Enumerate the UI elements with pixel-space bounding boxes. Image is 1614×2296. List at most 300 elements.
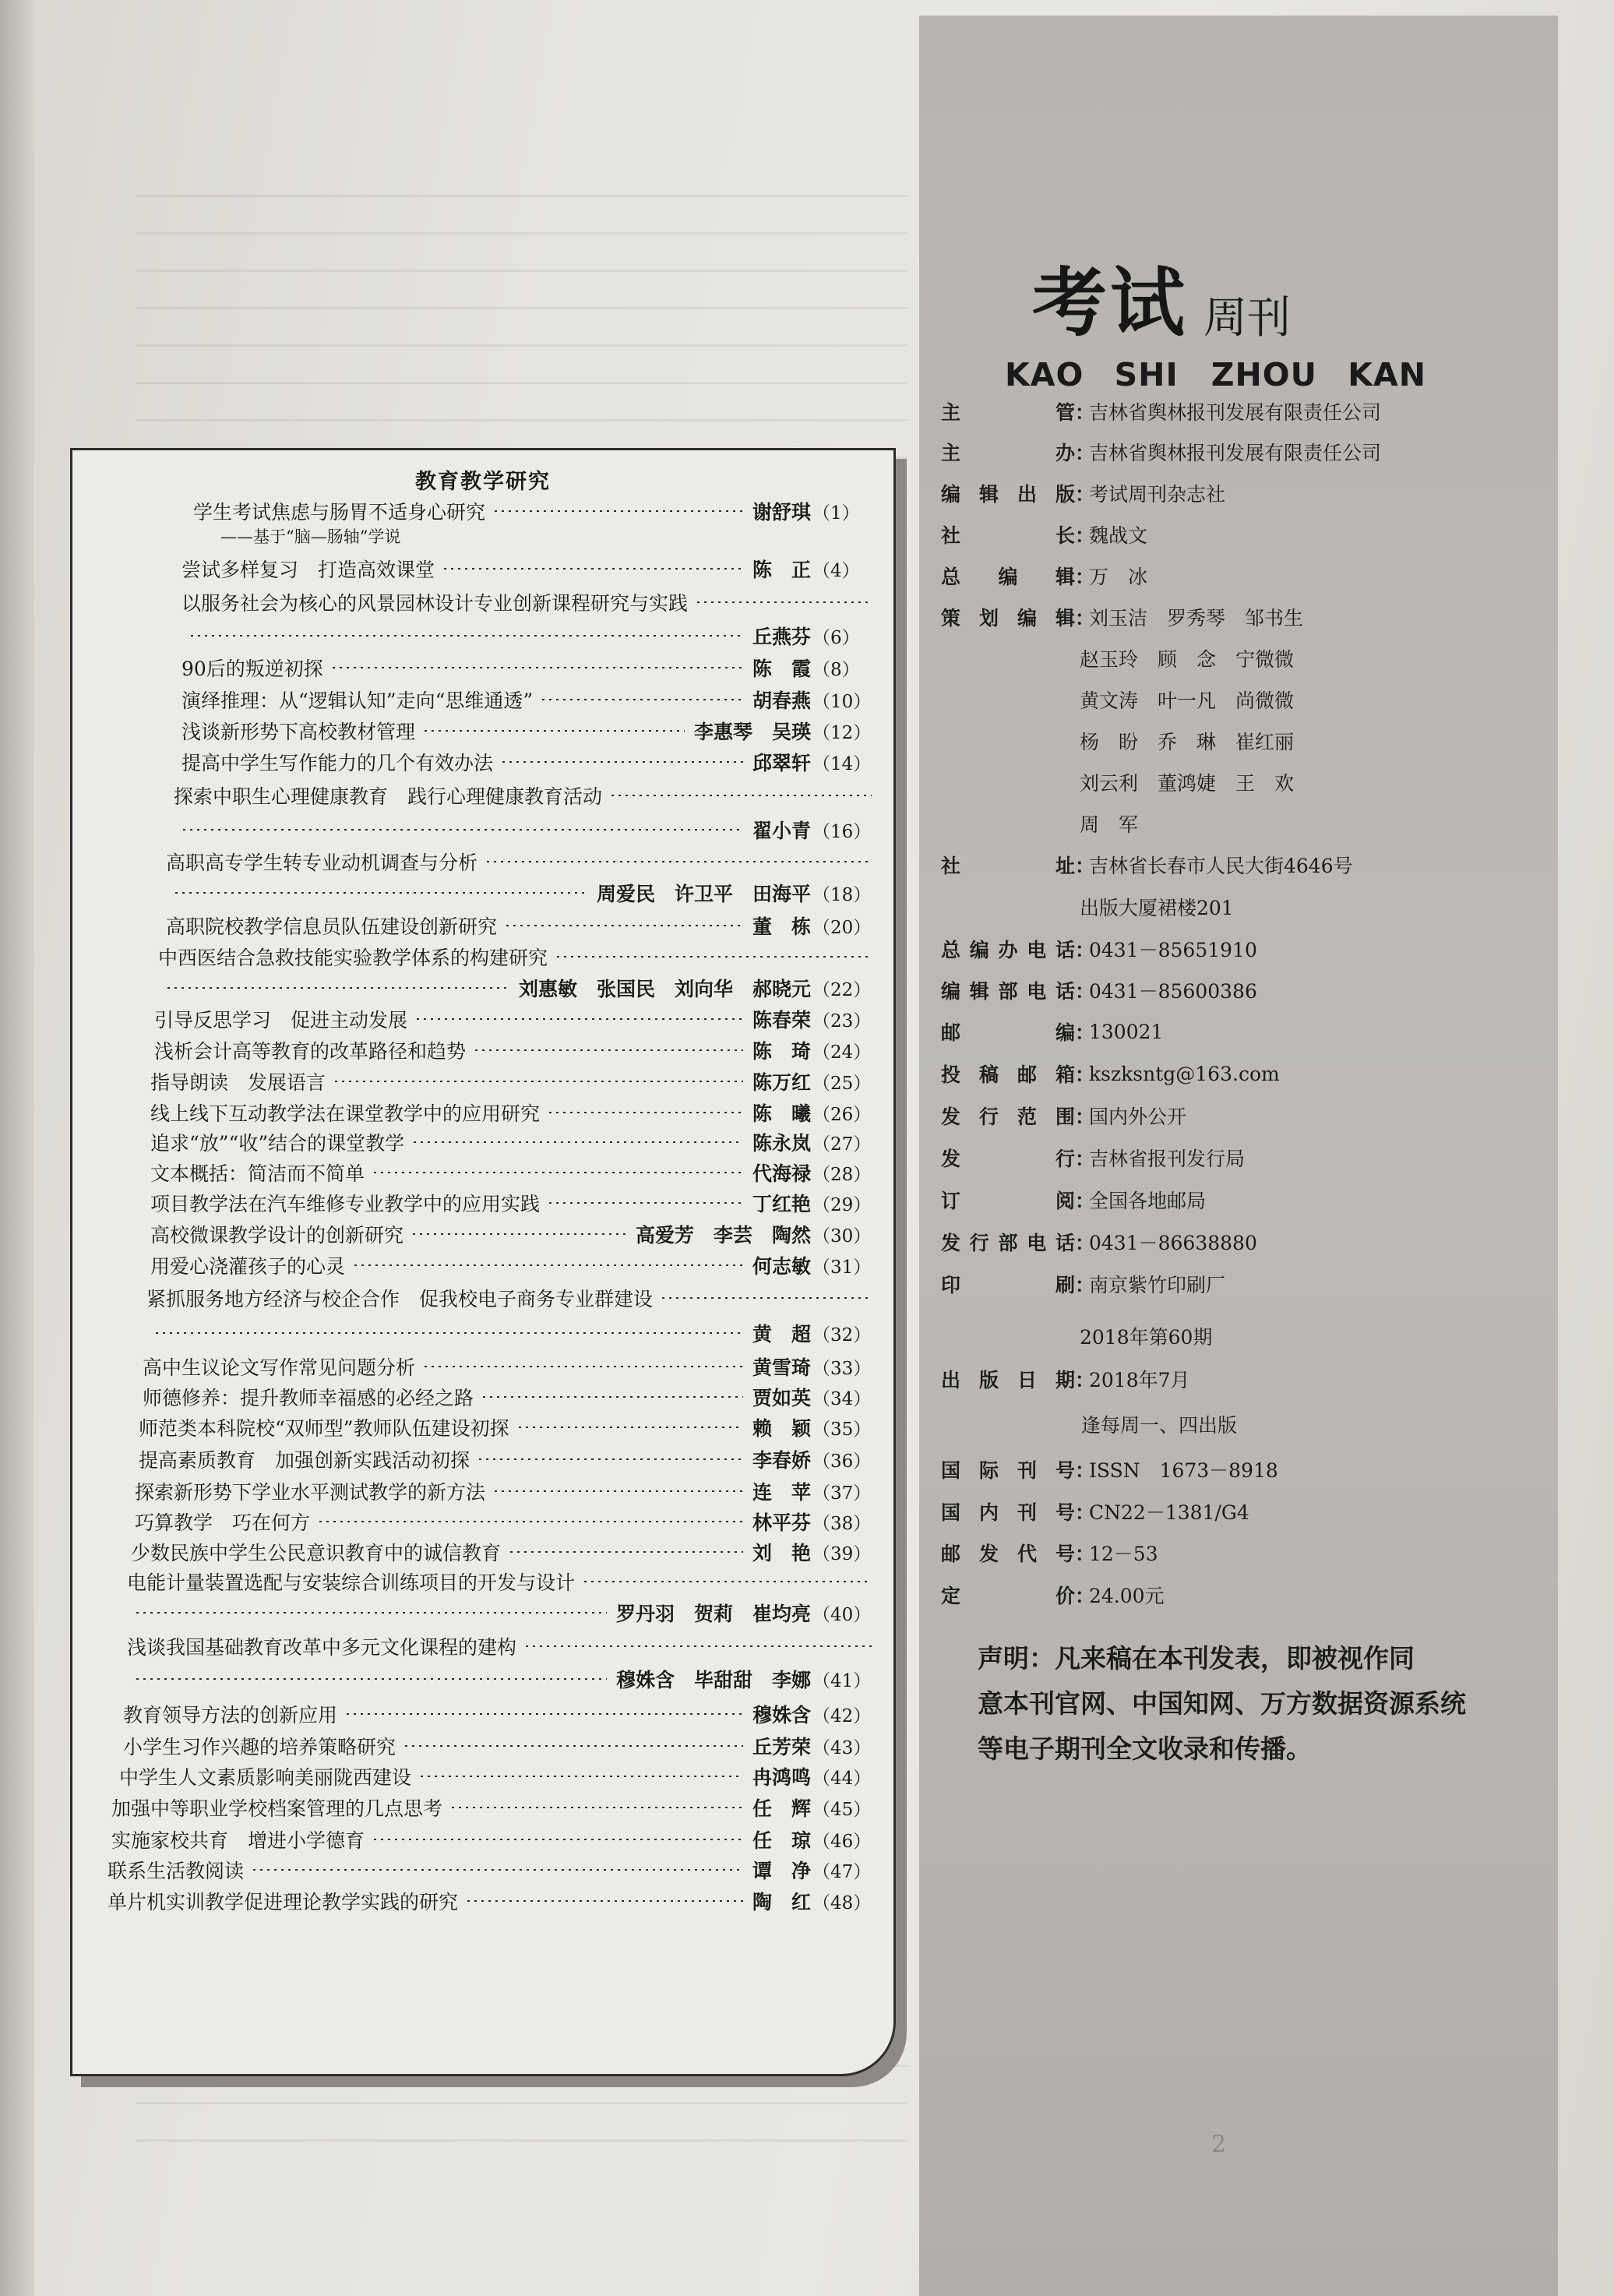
leader-dots [557,956,872,958]
toc-entry[interactable] [111,1826,881,1853]
toc-entry-continuation[interactable] [127,1666,881,1692]
toc-entry-continuation[interactable] [158,975,881,1001]
toc-entry[interactable] [127,1633,881,1659]
toc-entry-continuation[interactable] [174,816,881,843]
leader-dots [136,1612,607,1614]
toc-entry-page: （18） [812,884,872,905]
toc-entry-page: （42） [812,1705,872,1726]
info-label: 编 辑 出 版 [941,483,1075,506]
leader-dots [374,1839,743,1840]
masthead-info-row [941,1266,1225,1302]
toc-entry-page: （37） [812,1483,872,1504]
toc-entry-page: （48） [812,1892,872,1913]
masthead-info-row [941,1140,1245,1176]
leader-dots [697,601,872,603]
leader-dots [167,987,509,989]
toc-entry-author: 陈永岚 [752,1132,811,1155]
masthead-info-row [941,1577,1165,1613]
info-label: 定 价 [941,1585,1075,1607]
info-value: 万 冰 [1089,566,1148,588]
info-value: 130021 [1089,1020,1164,1043]
toc-entry[interactable] [174,782,881,809]
page-number: 2 [1211,2131,1227,2158]
leader-dots [662,1297,872,1299]
toc-entry-author: 黄雪琦 [752,1356,811,1379]
leader-dots [425,730,685,732]
toc-entry-author: 谭 净 [752,1860,811,1882]
info-label: 主 办 [941,442,1075,464]
info-continuation: 刘云利 董鸿婕 王 欢 [1080,772,1295,795]
toc-entry-title: 紧抓服务地方经济与校企合作 促我校电子商务专业群建设 [146,1288,654,1310]
info-colon: ： [1075,442,1095,464]
toc-entry-subtitle: ——基于“脑—肠轴”学说 [220,527,401,546]
leader-dots [475,1049,743,1051]
masthead-info-row [941,1224,1257,1260]
info-colon: ： [1075,1063,1095,1086]
info-colon: ： [1075,1232,1095,1254]
info-colon: ： [1075,980,1095,1003]
info-value: 0431－85651910 [1089,939,1257,961]
toc-entry[interactable] [139,1414,881,1441]
info-continuation: 2018年第60期 [1080,1326,1213,1349]
leader-dots [354,1264,743,1266]
toc-entry-title: 高校微课教学设计的创新研究 [150,1224,404,1247]
masthead-info-row [941,847,1353,883]
leader-dots [347,1713,743,1715]
toc-entry[interactable] [131,1539,881,1565]
info-continuation: 杨 盼 乔 琳 崔红丽 [1080,731,1295,753]
toc-entry[interactable] [166,848,881,875]
toc-entry[interactable] [143,1353,881,1380]
info-label: 出 版 日 期 [941,1369,1075,1391]
toc-entry-page: （1） [812,503,860,524]
info-colon: ： [1075,939,1095,961]
toc-entry-page: （38） [812,1513,872,1534]
leader-dots [136,1678,607,1680]
toc-entry[interactable] [193,498,881,524]
info-label: 社 址 [941,855,1075,877]
toc-entry-title: 探索中职生心理健康教育 践行心理健康教育活动 [174,785,603,808]
toc-entry-title: 追求“放”“收”结合的课堂教学 [150,1132,405,1155]
info-colon: ： [1075,1501,1095,1524]
info-value: 南京紫竹印刷厂 [1089,1274,1226,1296]
toc-entry-author: 陈 正 [752,559,811,581]
info-value: 魏战文 [1089,524,1148,547]
info-label: 发 行 部 电 话 [941,1232,1075,1254]
toc-entry-author: 丁红艳 [752,1193,811,1215]
toc-entry-title: 高职院校教学信息员队伍建设创新研究 [166,915,498,938]
info-value[interactable]: kszksntg@163.com [1089,1062,1280,1085]
copyright-statement [978,1636,1523,1772]
toc-entry-page: （6） [812,627,860,648]
toc-entry-author: 林平芬 [752,1511,811,1534]
toc-entry-author: 谢舒琪 [752,501,811,524]
toc-entry-page: （4） [812,560,860,581]
toc-entry-title: 中学生人文素质影响美丽陇西建设 [119,1766,412,1789]
masthead-info-row [941,1494,1249,1529]
leader-dots [495,1490,743,1492]
toc-entry-title: 联系生活教阅读 [107,1860,245,1882]
journal-title-sub: 周刊 [1203,293,1291,344]
toc-entry[interactable] [123,1733,881,1759]
info-colon: ： [1075,855,1095,877]
toc-entry-title: 探索新形势下学业水平测试教学的新方法 [135,1481,486,1504]
leader-dots [319,1521,743,1522]
info-colon: ： [1075,1106,1095,1128]
toc-entry-page: （34） [812,1388,872,1409]
toc-entry-title: 小学生习作兴趣的培养策略研究 [123,1736,396,1758]
toc-entry-page: （28） [812,1164,872,1185]
info-colon: ： [1075,1585,1095,1607]
toc-entry-title: 单片机实训教学促进理论教学实践的研究 [107,1891,459,1913]
toc-entry-author: 罗丹羽 贺莉 崔均亮 [615,1603,811,1625]
toc-entry-author: 胡春燕 [752,690,811,712]
toc-entry[interactable] [150,1159,881,1186]
leader-dots [452,1807,743,1808]
toc-entry-continuation[interactable] [181,622,881,649]
leader-dots [414,1141,743,1143]
leader-dots [253,1869,743,1871]
toc-entry[interactable] [150,1129,881,1155]
toc-entry[interactable] [181,589,881,615]
toc-entry-continuation[interactable] [166,880,881,906]
masthead-info-row [941,393,1381,429]
info-value: 24.00元 [1089,1585,1165,1607]
info-value: 考试周刊杂志社 [1089,483,1226,506]
info-continuation: 逢每周一、四出版 [1081,1414,1238,1437]
statement-line: 等电子期刊全文收录和传播。 [978,1733,1312,1764]
leader-dots [502,761,743,763]
toc-entry[interactable] [181,555,881,582]
toc-entry-page: （32） [812,1324,872,1346]
leader-dots [156,1332,743,1334]
toc-entry-title: 巧算教学 巧在何方 [135,1511,311,1534]
toc-entry-page: （8） [812,659,860,680]
info-colon: ： [1075,1543,1095,1565]
toc-entry[interactable] [143,1384,881,1410]
toc-entry-author: 冉鸿鸣 [752,1766,811,1789]
toc-entry-page: （20） [812,917,872,938]
leader-dots [405,1745,743,1747]
masthead-info-row [941,972,1257,1008]
statement-line: 声明：凡来稿在本刊发表，即被视作同 [978,1643,1415,1674]
toc-entry-page: （33） [812,1358,872,1379]
toc-entry-title: 教育领导方法的创新应用 [123,1704,338,1726]
leader-dots [487,861,872,862]
masthead-info-row [941,558,1147,594]
toc-entry[interactable] [127,1568,881,1595]
info-value: ISSN 1673－8918 [1089,1459,1278,1482]
toc-entry-page: （22） [812,979,872,1000]
toc-entry-author: 穆姝含 [752,1704,811,1726]
toc-entry-title: 90后的叛逆初探 [181,658,323,680]
leader-dots [335,1081,743,1082]
toc-entry-title: 尝试多样复习 打造高效课堂 [181,559,435,581]
toc-entry-title: 加强中等职业学校档案管理的几点思考 [111,1797,443,1820]
leader-dots [413,1233,626,1235]
leader-dots [175,892,587,894]
toc-entry-page: （35） [812,1419,872,1440]
toc-entry-continuation[interactable] [127,1599,881,1626]
toc-entry-page: （27） [812,1134,872,1155]
toc-entry-title: 高中生议论文写作常见问题分析 [143,1356,416,1379]
info-label: 投 稿 邮 箱 [941,1063,1075,1086]
toc-entry-page: （43） [812,1737,872,1758]
toc-entry[interactable] [111,1794,881,1821]
masthead-info-row [941,517,1147,552]
toc-entry-title: 高职高专学生转专业动机调查与分析 [166,852,478,874]
toc-entry-author: 赖 颖 [752,1417,811,1440]
toc-entry[interactable] [154,1037,881,1063]
toc-entry-title: 文本概括：简洁而不简单 [150,1162,365,1185]
info-continuation: 周 军 [1080,813,1139,836]
leader-dots [417,1018,743,1020]
leader-dots [549,1112,743,1113]
info-label: 总 编 办 电 话 [941,939,1075,961]
leader-dots [549,1202,743,1204]
toc-entry-page: （40） [812,1604,872,1625]
statement-line: 意本刊官网、中国知网、万方数据资源系统 [978,1688,1466,1719]
toc-entry-continuation[interactable] [146,1320,881,1346]
info-colon: ： [1075,1274,1095,1296]
toc-entry-page: （39） [812,1543,872,1564]
toc-entry-page: （24） [812,1042,872,1063]
toc-entry-author: 刘惠敏 张国民 刘向华 郝晓元 [518,978,811,1000]
toc-entry-page: （30） [812,1226,872,1247]
toc-entry-author: 李惠琴 吴瑛 [693,721,811,743]
masthead-info-row [941,1535,1158,1571]
toc-entry-author: 周爱民 许卫平 田海平 [596,883,811,905]
info-value: 2018年7月 [1089,1369,1190,1391]
toc-entry-page: （23） [812,1010,872,1032]
toc-entry-title: 用爱心浇灌孩子的心灵 [150,1255,346,1278]
toc-entry-title: 以服务社会为核心的风景园林设计专业创新课程研究与实践 [181,592,689,615]
info-label: 印 刷 [941,1274,1075,1296]
toc-entry[interactable] [181,718,881,744]
toc-entry-page: （36） [812,1451,872,1472]
info-colon: ： [1075,483,1095,506]
leader-dots [495,510,743,512]
leader-dots [584,1581,872,1582]
info-continuation: 黄文涛 叶一凡 尚微微 [1080,690,1295,712]
toc-entry[interactable] [107,1857,881,1883]
toc-entry-page: （25） [812,1073,872,1094]
toc-list [72,450,893,2074]
info-value: 吉林省报刊发行局 [1089,1148,1246,1170]
masthead-info-row [941,599,1303,635]
toc-entry-title: 师德修养：提升教师幸福感的必经之路 [143,1387,474,1409]
toc-section-title: 教育教学研究 [415,470,551,494]
info-value: CN22－1381/G4 [1089,1501,1249,1524]
info-colon: ： [1075,401,1095,424]
info-colon: ： [1075,1190,1095,1212]
toc-entry[interactable] [150,1252,881,1278]
toc-entry-author: 陈 霞 [752,658,811,680]
toc-entry-page: （10） [812,691,872,712]
leader-dots [611,795,872,796]
leader-dots [421,1776,743,1777]
masthead-info-row [941,1056,1280,1092]
toc-entry-title: 浅谈新形势下高校教材管理 [181,721,416,743]
journal-pinyin: KAO SHI ZHOU KAN [1005,356,1427,393]
toc-entry[interactable] [166,912,881,939]
info-label: 发 行 范 围 [941,1106,1075,1128]
toc-entry-title: 少数民族中学生公民意识教育中的诚信教育 [131,1542,502,1564]
toc-entry-title: 浅谈我国基础教育改革中多元文化课程的建构 [127,1636,517,1659]
leader-dots [510,1551,743,1553]
info-value: 吉林省长春市人民大街4646号 [1089,855,1353,877]
toc-entry-title: 项目教学法在汽车维修专业教学中的应用实践 [150,1193,541,1215]
masthead-info-row [941,1182,1206,1218]
masthead-info-row [941,1451,1278,1487]
toc-entry-author: 黄 超 [752,1323,811,1346]
journal-title-main: 考试 [1032,259,1188,347]
info-label: 国 际 刊 号 [941,1459,1075,1482]
toc-entry-title: 提高素质教育 加强创新实践活动初探 [139,1449,470,1472]
page-edge [0,0,34,2296]
toc-entry-author: 邱翠轩 [752,752,811,774]
toc-entry-page: （45） [812,1799,872,1820]
info-colon: ： [1075,1369,1095,1391]
toc-entry[interactable] [150,1190,881,1216]
toc-entry[interactable] [119,1763,881,1790]
toc-entry[interactable] [150,1099,881,1126]
leader-dots [425,1366,743,1367]
toc-entry[interactable] [107,1888,881,1914]
toc-entry[interactable] [150,1068,881,1095]
toc-entry[interactable] [135,1478,881,1504]
info-colon: ： [1075,607,1095,630]
leader-dots [191,635,743,637]
leader-dots [542,699,743,700]
toc-entry-author: 陈 曦 [752,1102,811,1125]
info-label: 主 管 [941,401,1075,424]
toc-entry-title: 学生考试焦虑与肠胃不适身心研究 [193,501,486,524]
toc-entry[interactable] [123,1701,881,1727]
toc-entry-author: 丘芳荣 [752,1736,811,1758]
info-value: 全国各地邮局 [1089,1190,1207,1212]
toc-entry-title: 师范类本科院校“双师型”教师队伍建设初探 [139,1417,509,1440]
toc-entry-author: 连 苹 [752,1481,811,1504]
toc-entry-title: 线上线下互动教学法在课堂教学中的应用研究 [150,1102,541,1125]
toc-entry-author: 高爱芳 李芸 陶然 [635,1224,811,1247]
toc-entry[interactable] [150,1221,881,1247]
info-colon: ： [1075,1459,1095,1482]
toc-entry-title: 电能计量装置选配与安装综合训练项目的开发与设计 [127,1571,576,1594]
toc-entry-subtitle-row [220,523,400,549]
info-colon: ： [1075,566,1095,588]
leader-dots [519,1427,743,1428]
toc-entry-title: 提高中学生写作能力的几个有效办法 [181,752,494,774]
toc-box [70,448,896,2076]
toc-entry-author: 陶 红 [752,1891,811,1913]
masthead-info-row [941,434,1381,470]
toc-entry-title: 演绎推理：从“逻辑认知”走向“思维通透” [181,690,534,712]
info-label: 发 行 [941,1148,1075,1170]
masthead-info-row [941,1098,1186,1134]
toc-entry-author: 陈春荣 [752,1009,811,1032]
leader-dots [374,1172,743,1173]
info-colon: ： [1075,524,1095,547]
toc-entry-page: （46） [812,1831,872,1852]
leader-dots [483,1396,743,1398]
info-continuation: 赵玉玲 顾 念 宁微微 [1080,648,1295,671]
toc-entry-author: 陈 琦 [752,1040,811,1063]
toc-entry-page: （44） [812,1768,872,1789]
toc-entry-author: 贾如英 [752,1387,811,1409]
info-value: 0431－86638880 [1089,1232,1257,1254]
info-colon: ： [1075,1148,1095,1170]
toc-entry-author: 刘 艳 [752,1542,811,1564]
info-continuation: 出版大厦裙楼201 [1080,897,1234,919]
toc-entry-author: 何志敏 [752,1255,811,1278]
info-colon: ： [1075,1021,1095,1044]
leader-dots [526,1645,872,1647]
toc-entry-author: 代海禄 [752,1162,811,1185]
toc-entry-page: （16） [812,821,872,842]
toc-entry[interactable] [181,654,881,681]
toc-entry-author: 董 栋 [752,915,811,938]
masthead-info-row [941,931,1257,967]
toc-entry-page: （26） [812,1104,872,1125]
toc-entry[interactable] [139,1446,881,1472]
toc-entry-page: （12） [812,722,872,743]
info-value: 吉林省舆林报刊发展有限责任公司 [1089,401,1382,424]
leader-dots [333,667,743,668]
toc-entry[interactable] [146,1285,881,1311]
toc-entry[interactable] [181,749,881,775]
leader-dots [479,1458,743,1460]
info-label: 策 划 编 辑 [941,607,1075,630]
info-label: 总 编 辑 [941,566,1075,588]
toc-entry-author: 陈万红 [752,1071,811,1094]
masthead-info-row [941,1014,1163,1049]
toc-entry-title: 引导反思学习 促进主动发展 [154,1009,408,1032]
leader-dots [467,1900,743,1902]
info-label: 国 内 刊 号 [941,1501,1075,1524]
toc-entry[interactable] [181,686,881,713]
toc-entry-author: 任 琼 [752,1829,811,1852]
toc-entry-page: （31） [812,1257,872,1278]
toc-entry-author: 穆姝含 毕甜甜 李娜 [615,1669,811,1691]
journal-title [1032,257,1291,351]
toc-entry-title: 实施家校共育 增进小学德育 [111,1829,365,1852]
toc-entry[interactable] [135,1508,881,1535]
toc-entry[interactable] [154,1006,881,1032]
toc-entry-author: 翟小青 [752,820,811,842]
toc-entry-title: 浅析会计高等教育的改革路径和趋势 [154,1040,467,1063]
toc-entry-author: 李春娇 [752,1449,811,1472]
toc-entry-author: 任 辉 [752,1797,811,1820]
info-label: 编 辑 部 电 话 [941,980,1075,1003]
info-label: 社 长 [941,524,1075,547]
info-value: 0431－85600386 [1089,980,1257,1003]
toc-entry-title: 指导朗读 发展语言 [150,1071,326,1094]
toc-entry-author: 丘燕芬 [752,626,811,648]
info-value: 刘玉洁 罗秀琴 邹书生 [1089,607,1304,630]
toc-entry-page: （14） [812,753,872,774]
masthead-info-row [941,1361,1190,1397]
toc-entry[interactable] [158,943,881,970]
leader-dots [506,925,743,926]
leader-dots [444,568,743,570]
info-value: 12－53 [1089,1543,1158,1565]
info-label: 订 阅 [941,1190,1075,1212]
leader-dots [183,829,743,831]
info-label: 邮 编 [941,1021,1075,1044]
toc-entry-page: （29） [812,1194,872,1215]
toc-entry-page: （41） [812,1670,872,1691]
